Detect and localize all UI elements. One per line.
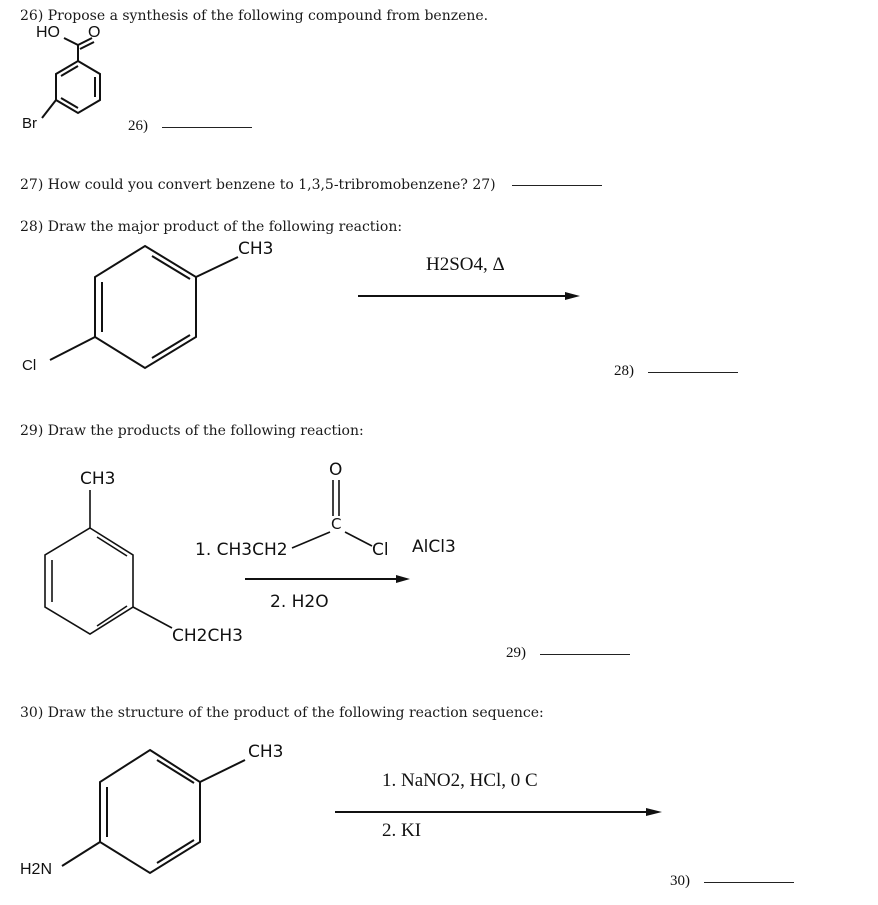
q28-reagent: H2SO4, Δ: [426, 254, 505, 275]
q29-answer-label: 29): [506, 645, 526, 661]
q29-ch2ch3-label: CH2CH3: [172, 626, 243, 646]
q30-reagent-1: 1. NaNO2, HCl, 0 C: [382, 770, 538, 791]
q28-cl-label: Cl: [22, 357, 37, 374]
q28-ch3-label: CH3: [238, 239, 274, 259]
question-27-prompt: 27) How could you convert benzene to 1,3,5-tribromobenzene? 27): [20, 177, 496, 193]
q29-alcl3-label: AlCl3: [412, 537, 456, 557]
question-26-prompt: 26) Propose a synthesis of the following compound from benzene.: [20, 8, 489, 24]
q26-o-label: O: [88, 24, 101, 41]
question-30-prompt: 30) Draw the structure of the product of the following reaction sequence:: [20, 705, 544, 721]
q29-o-label: O: [329, 460, 343, 480]
q30-answer-blank: [670, 873, 794, 890]
q29-reagent-1: 1. CH3CH2: [195, 540, 288, 560]
q26-ho-label: HO: [36, 24, 60, 41]
q29-cl-label: Cl: [372, 540, 389, 560]
q30-h2n-label: H2N: [20, 861, 53, 878]
q30-answer-label: 30): [670, 873, 690, 889]
question-29-prompt: 29) Draw the products of the following reaction:: [20, 423, 364, 439]
q26-answer-label: 26): [128, 118, 148, 134]
q29-ch3-label: CH3: [80, 469, 116, 489]
question-28-prompt: 28) Draw the major product of the following reaction:: [20, 219, 403, 235]
q30-ch3-label: CH3: [248, 742, 284, 762]
q26-br-label: Br: [22, 115, 37, 132]
q30-answer-line: [704, 881, 794, 883]
q28-answer-label: 28): [614, 363, 634, 379]
q29-c-label: C: [331, 515, 342, 533]
q29-reagent-2: 2. H2O: [270, 592, 329, 612]
q30-reagent-2: 2. KI: [382, 820, 422, 841]
